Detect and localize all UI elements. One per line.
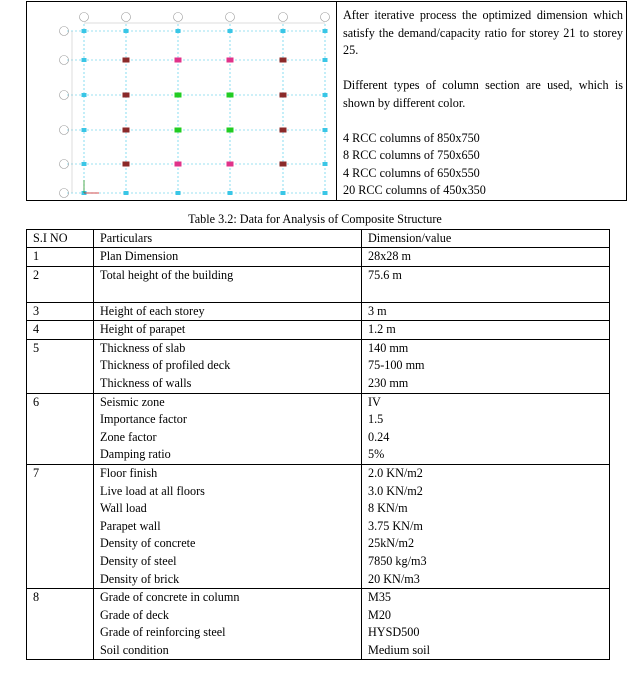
particular-value: 25kN/m2 bbox=[368, 536, 415, 551]
row-number: 5 bbox=[27, 339, 94, 393]
column-brown bbox=[280, 128, 287, 133]
row-number: 8 bbox=[27, 589, 94, 660]
column-cyan bbox=[82, 128, 87, 132]
column-cyan bbox=[176, 191, 181, 195]
value-cell bbox=[362, 302, 610, 321]
particular-label: Damping ratio bbox=[100, 447, 171, 462]
particular-value: 1.2 m bbox=[368, 322, 396, 337]
column-pink bbox=[227, 58, 234, 63]
grid-bubble bbox=[321, 13, 330, 22]
column-cyan bbox=[124, 29, 129, 33]
particular-value: 7850 kg/m3 bbox=[368, 553, 427, 568]
column-type-2: 8 RCC columns of 750x650 bbox=[343, 148, 480, 162]
particular-label: Zone factor bbox=[100, 429, 157, 444]
particular-label: Height of each storey bbox=[100, 303, 205, 318]
particular-label: Height of parapet bbox=[100, 322, 186, 337]
particular-value: 230 mm bbox=[368, 375, 409, 390]
table-row bbox=[27, 589, 610, 660]
particular-value: 3 m bbox=[368, 303, 387, 318]
particular-label: Thickness of slab bbox=[100, 340, 186, 355]
column-type-4: 20 RCC columns of 450x350 bbox=[343, 183, 486, 197]
particular-value: 2.0 KN/m2 bbox=[368, 465, 423, 480]
column-cyan bbox=[323, 58, 328, 62]
particular-value: 8 KN/m bbox=[368, 501, 408, 516]
column-green bbox=[227, 93, 234, 98]
particular-label: Grade of concrete in column bbox=[100, 590, 240, 605]
particular-label: Seismic zone bbox=[100, 394, 165, 409]
value-cell bbox=[362, 393, 610, 464]
column-cyan bbox=[228, 191, 233, 195]
row-number: 4 bbox=[27, 321, 94, 340]
column-green bbox=[227, 128, 234, 133]
table-row bbox=[27, 339, 610, 393]
particular-value: 3.0 KN/m2 bbox=[368, 483, 423, 498]
grid-bubble bbox=[226, 13, 235, 22]
particular-label: Wall load bbox=[100, 501, 147, 516]
particular-value: 28x28 m bbox=[368, 249, 411, 263]
column-cyan bbox=[281, 191, 286, 195]
column-cyan bbox=[82, 162, 87, 166]
column-brown bbox=[123, 128, 130, 133]
particular-label: Live load at all floors bbox=[100, 483, 205, 498]
particular-value: 5% bbox=[368, 447, 385, 462]
particular-value: 140 mm bbox=[368, 340, 409, 355]
particulars-cell bbox=[94, 248, 362, 267]
column-layout-box bbox=[26, 1, 627, 201]
particular-label: Soil condition bbox=[100, 642, 169, 657]
column-pink bbox=[175, 162, 182, 167]
value-cell bbox=[362, 589, 610, 660]
particular-value: HYSD500 bbox=[368, 625, 420, 640]
particular-value: 75.6 m bbox=[368, 267, 402, 282]
data-table bbox=[26, 229, 610, 660]
particulars-cell bbox=[94, 266, 362, 302]
particulars-cell bbox=[94, 302, 362, 321]
column-brown bbox=[280, 58, 287, 63]
particular-value: 20 KN/m3 bbox=[368, 571, 420, 586]
column-cyan bbox=[281, 29, 286, 33]
table-caption: Table 3.2: Data for Analysis of Composite Structure bbox=[188, 212, 442, 226]
column-cyan bbox=[176, 29, 181, 33]
column-cyan bbox=[228, 29, 233, 33]
particular-label: Floor finish bbox=[100, 465, 158, 480]
column-type-3: 4 RCC columns of 650x550 bbox=[343, 165, 480, 180]
particular-label: Total height of the building bbox=[100, 267, 234, 282]
column-cyan bbox=[323, 128, 328, 132]
grid-bubble bbox=[122, 13, 131, 22]
particular-label: Thickness of profiled deck bbox=[100, 358, 231, 373]
column-brown bbox=[280, 93, 287, 98]
table-row bbox=[27, 266, 610, 302]
particulars-cell bbox=[94, 321, 362, 340]
grid-bubble bbox=[174, 13, 183, 22]
particular-label: Importance factor bbox=[100, 412, 187, 427]
column-brown bbox=[123, 58, 130, 63]
column-cyan bbox=[82, 58, 87, 62]
value-cell bbox=[362, 266, 610, 302]
table-row bbox=[27, 302, 610, 321]
particular-value: 0.24 bbox=[368, 429, 390, 444]
particular-label: Density of brick bbox=[100, 571, 180, 586]
column-green bbox=[175, 93, 182, 98]
grid-bubble bbox=[279, 13, 288, 22]
value-cell bbox=[362, 321, 610, 340]
particular-label: Thickness of walls bbox=[100, 375, 192, 390]
header-sno: S.I NO bbox=[27, 230, 94, 248]
particular-label: Parapet wall bbox=[100, 518, 161, 533]
table-row bbox=[27, 464, 610, 588]
particular-value: Medium soil bbox=[368, 642, 430, 657]
column-brown bbox=[280, 162, 287, 167]
value-cell bbox=[362, 248, 610, 267]
floor-plan-figure bbox=[27, 2, 337, 200]
value-cell bbox=[362, 464, 610, 588]
column-cyan bbox=[323, 29, 328, 33]
column-cyan bbox=[82, 93, 87, 97]
particular-label: Grade of deck bbox=[100, 607, 170, 622]
particular-value: 1.5 bbox=[368, 412, 384, 427]
table-header-row bbox=[27, 230, 610, 248]
table-row bbox=[27, 248, 610, 267]
row-number: 6 bbox=[27, 393, 94, 464]
column-cyan bbox=[82, 29, 87, 33]
row-number: 1 bbox=[27, 248, 94, 267]
table-row bbox=[27, 321, 610, 340]
value-cell bbox=[362, 339, 610, 393]
column-cyan bbox=[323, 162, 328, 166]
column-cyan bbox=[124, 191, 129, 195]
particular-value: M20 bbox=[368, 607, 392, 622]
column-pink bbox=[175, 58, 182, 63]
particular-label: Plan Dimension bbox=[100, 249, 179, 263]
particulars-cell bbox=[94, 393, 362, 464]
column-pink bbox=[227, 162, 234, 167]
particulars-cell bbox=[94, 339, 362, 393]
description-paragraph-2: Different types of column section are used, which is shown by different color. bbox=[343, 78, 623, 110]
table-row bbox=[27, 393, 610, 464]
column-cyan bbox=[323, 93, 328, 97]
row-number: 7 bbox=[27, 464, 94, 588]
particular-value: 3.75 KN/m bbox=[368, 518, 423, 533]
description-paragraph-1: After iterative process the optimized dimension which satisfy the demand/capacity ratio for storey 21 to storey 25. bbox=[343, 8, 623, 57]
column-green bbox=[175, 128, 182, 133]
grid-bubble bbox=[80, 13, 89, 22]
header-dimension: Dimension/value bbox=[362, 230, 610, 248]
row-number: 2 bbox=[27, 266, 94, 302]
description-text bbox=[343, 7, 623, 200]
particular-value: 75-100 mm bbox=[368, 358, 425, 373]
particulars-cell bbox=[94, 464, 362, 588]
particular-value: IV bbox=[368, 394, 381, 409]
column-cyan bbox=[323, 191, 328, 195]
particular-label: Density of steel bbox=[100, 553, 177, 568]
column-brown bbox=[123, 162, 130, 167]
particular-label: Grade of reinforcing steel bbox=[100, 625, 226, 640]
particular-label: Density of concrete bbox=[100, 536, 196, 551]
table-body bbox=[27, 248, 610, 660]
floor-plan-drawing bbox=[27, 2, 337, 200]
column-brown bbox=[123, 93, 130, 98]
particular-value: M35 bbox=[368, 590, 392, 605]
row-number: 3 bbox=[27, 302, 94, 321]
column-type-1: 4 RCC columns of 850x750 bbox=[343, 130, 480, 145]
particulars-cell bbox=[94, 589, 362, 660]
header-particulars: Particulars bbox=[94, 230, 362, 248]
